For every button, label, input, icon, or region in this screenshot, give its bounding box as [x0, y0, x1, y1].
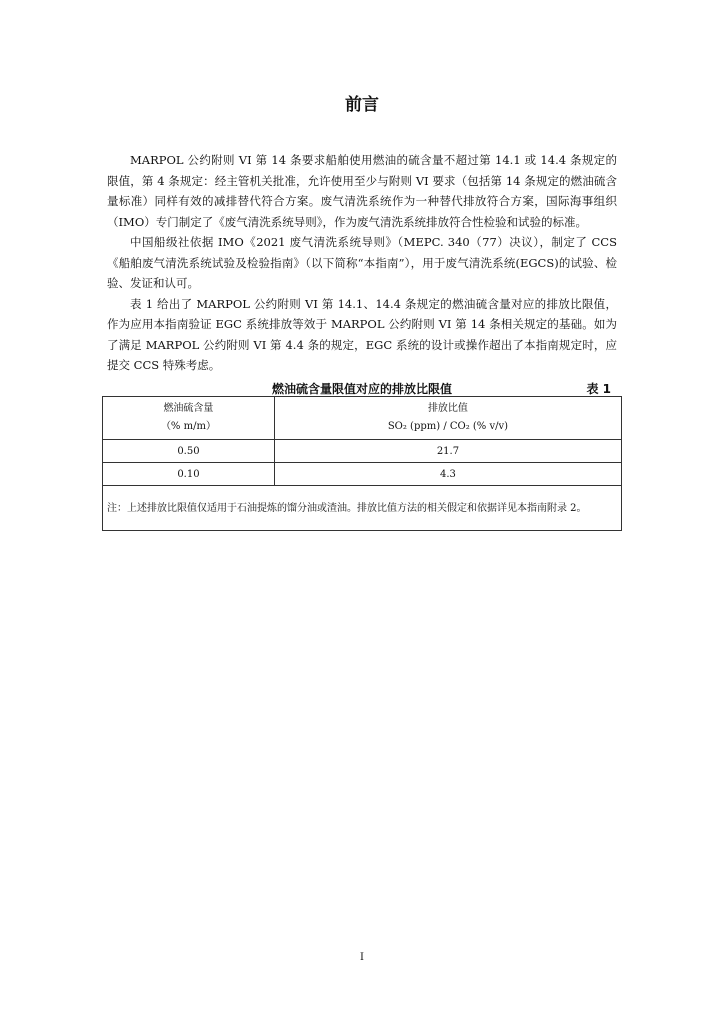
- limits-table: [102, 396, 622, 531]
- table-header-label: 燃油硫含量: [163, 403, 214, 414]
- table-header-row: [103, 397, 622, 440]
- table-row: [103, 463, 622, 486]
- table-row: [103, 440, 622, 463]
- table-header-unit: SO₂ (ppm) / CO₂ (% v/v): [387, 421, 509, 432]
- page-title: 前言: [345, 95, 379, 115]
- body-text: [107, 150, 617, 376]
- table-cell-sulphur: 0.10: [103, 463, 275, 486]
- table-cell-sulphur: 0.50: [103, 440, 275, 463]
- table-header-sulphur: [103, 397, 275, 440]
- table-header-unit: （% m/m）: [160, 421, 216, 432]
- table-caption-title: 燃油硫含量限值对应的排放比限值: [271, 382, 452, 396]
- table-header-ratio: [274, 397, 621, 440]
- table-cell-ratio: 21.7: [274, 440, 621, 463]
- table-note: 注：上述排放比限值仅适用于石油提炼的馏分油或渣油。排放比值方法的相关假定和依据详见本指南附录 2。: [103, 486, 622, 531]
- page-number: I: [360, 952, 364, 963]
- table-cell-ratio: 4.3: [274, 463, 621, 486]
- table-note-row: [103, 486, 622, 531]
- paragraph: MARPOL 公约附则 VI 第 14 条要求船舶使用燃油的硫含量不超过第 14.1 或 14.4 条规定的限值，第 4 条规定：经主管机关批准，允许使用至少与附则 VI 要求（包括第 14 条规定的燃油硫含量标准）同样有效的减排替代符合方案。废气清洗系统作为一种替代排放符合方案，国际海事组织（IMO）专门制定了《废气清洗系统导则》，作为废气清洗系统排放符合性检验和试验的标准。: [107, 153, 617, 229]
- paragraph: 中国船级社依据 IMO《2021 废气清洗系统导则》（MEPC. 340（77）决议），制定了 CCS《船舶废气清洗系统试验及检验指南》（以下简称“本指南”），用于废气清洗系统(EGCS)的试验、检验、发证和认可。: [107, 235, 617, 290]
- table-header-label: 排放比值: [427, 403, 468, 414]
- table-caption-label: 表 1: [586, 382, 611, 396]
- paragraph: 表 1 给出了 MARPOL 公约附则 VI 第 14.1、14.4 条规定的燃油硫含量对应的排放比限值，作为应用本指南验证 EGC 系统排放等效于 MARPOL 公约附则 VI 第 14 条相关规定的基础。如为了满足 MARPOL 公约附则 VI 第 4.4 条的规定，EGC 系统的设计或操作超出了本指南规定时，应提交 CCS 特殊考虑。: [107, 296, 617, 372]
